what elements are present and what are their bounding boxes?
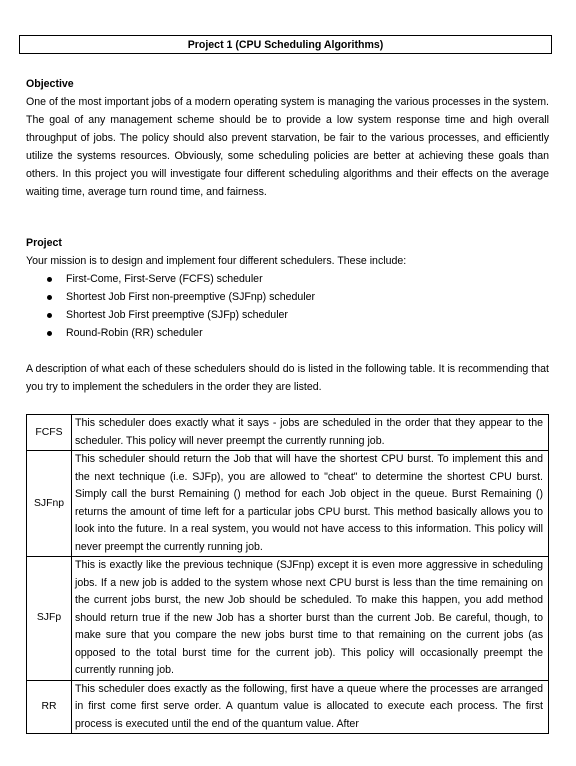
- list-item-text: First-Come, First-Serve (FCFS) scheduler: [66, 273, 263, 285]
- scheduler-description-cell: This scheduler does exactly as the following, first have a queue where the processes are arranged in first come first serve order. A quantum value is allocated to execute each process. The first process is executed until the end of the quantum value. After: [72, 680, 549, 734]
- objective-paragraph: One of the most important jobs of a modern operating system is managing the various processes in the system. The goal of any management scheme should be to provide a low system response time and high overall throughput of jobs. The policy should also prevent starvation, be fair to the various processes, and efficiently utilize the systems resources. Obviously, some scheduling policies are better at achieving these goals than others. In this project you will investigate four different scheduling algorithms and their effects on the average waiting time, average turn round time, and fairness.: [26, 96, 549, 198]
- scheduler-description-cell: This scheduler should return the Job that will have the shortest CPU burst. To implement this and the next technique (i.e. SJFp), you are allowed to "cheat" to determine the shortest CPU burst. Simply call the burst Remaining () method for each Job object in the queue. Burst Remaining () returns the amount of time left for a particular jobs CPU burst. This method basically allows you to look into the future. In a real system, you would not have access to this information. This policy will never preempt the currently running job.: [72, 451, 549, 557]
- scheduler-name-cell: SJFp: [27, 557, 72, 681]
- list-item: [26, 306, 546, 324]
- bullet-icon: [47, 295, 52, 300]
- list-item: [26, 270, 546, 288]
- table-intro-paragraph: A description of what each of these schedulers should do is listed in the following table. It is recommending that you try to implement the schedulers in the order they are listed.: [26, 363, 549, 393]
- scheduler-name-cell: FCFS: [27, 415, 72, 451]
- scheduler-description-cell: This is exactly like the previous technique (SJFnp) except it is even more aggressive in scheduling jobs. If a new job is added to the system whose next CPU burst is less than the time remaining on the current jobs burst, the new Job should be scheduled. To make this happen, you add method should return true if the new Job has a shorter burst than the current Job. Be careful, though, to make sure that you compare the new jobs burst time to that remaining on the current jobs (as opposed to the total burst time for the current job). This policy will occasionally preempt the currently running job.: [72, 557, 549, 681]
- scheduler-table: [26, 414, 549, 734]
- scheduler-name-cell: RR: [27, 680, 72, 734]
- table-row: [27, 451, 549, 557]
- scheduler-description-cell: This scheduler does exactly what it says - jobs are scheduled in the order that they appear to the scheduler. This policy will never preempt the currently running job.: [72, 415, 549, 451]
- table-row: [27, 557, 549, 681]
- objective-heading: Objective: [26, 78, 74, 90]
- table-row: [27, 680, 549, 734]
- bullet-icon: [47, 277, 52, 282]
- bullet-icon: [47, 331, 52, 336]
- document-title: Project 1 (CPU Scheduling Algorithms): [19, 35, 552, 54]
- scheduler-list: [26, 270, 546, 342]
- scheduler-name-cell: SJFnp: [27, 451, 72, 557]
- list-item-text: Round-Robin (RR) scheduler: [66, 327, 203, 339]
- project-intro: Your mission is to design and implement four different schedulers. These include:: [26, 255, 407, 267]
- project-heading: Project: [26, 237, 62, 249]
- bullet-icon: [47, 313, 52, 318]
- list-item: [26, 288, 546, 306]
- list-item: [26, 324, 546, 342]
- list-item-text: Shortest Job First non-preemptive (SJFnp) scheduler: [66, 291, 316, 303]
- list-item-text: Shortest Job First preemptive (SJFp) scheduler: [66, 309, 288, 321]
- table-row: [27, 415, 549, 451]
